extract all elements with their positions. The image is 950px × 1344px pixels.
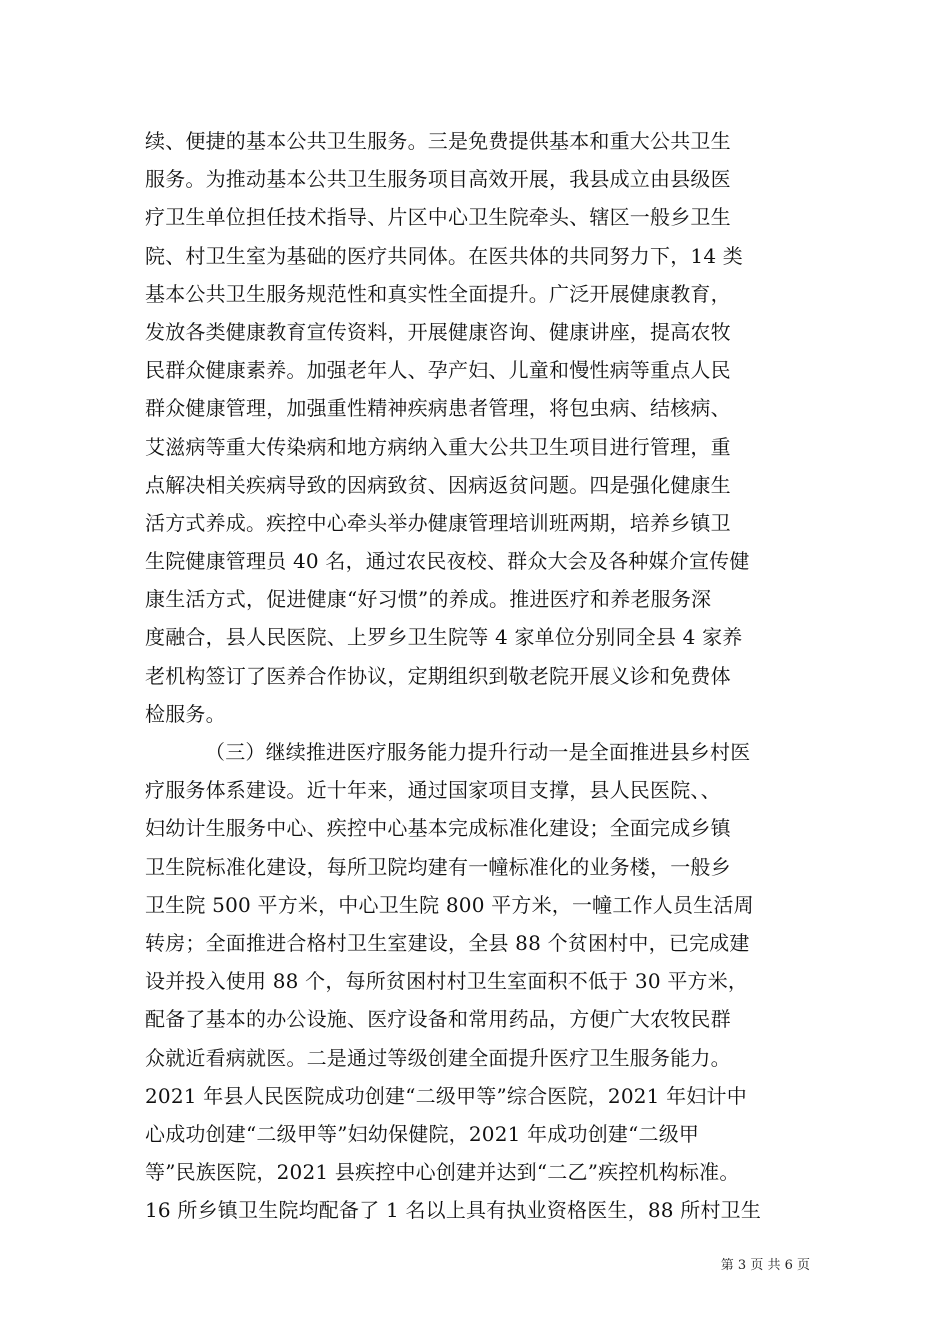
text-line: 卫生院 500 平方米，中心卫生院 800 平方米，一幢工作人员生活周 xyxy=(145,892,754,917)
body-text xyxy=(145,122,810,1229)
text-line: 疗卫生单位担任技术指导、片区中心卫生院牵头、辖区一般乡卫生 xyxy=(145,205,731,230)
text-line: 心成功创建“二级甲等”妇幼保健院，2021 年成功创建“二级甲 xyxy=(145,1121,700,1146)
text-line: 疗服务体系建设。近十年来，通过国家项目支撑，县人民医院、、 xyxy=(145,778,721,803)
page-number: 第 3 页 共 6 页 xyxy=(720,1258,810,1273)
text-line: 检服务。 xyxy=(145,701,226,726)
text-line: 配备了基本的办公设施、医疗设备和常用药品，方便广大农牧民群 xyxy=(145,1007,731,1032)
text-line: 群众健康管理，加强重性精神疾病患者管理，将包虫病、结核病、 xyxy=(145,396,731,421)
text-line: 老机构签订了医养合作协议，定期组织到敬老院开展义诊和免费体 xyxy=(145,663,731,688)
text-line: 设并投入使用 88 个，每所贫困村村卫生室面积不低于 30 平方米， xyxy=(145,969,749,994)
text-line: 卫生院标准化建设，每所卫院均建有一幢标准化的业务楼，一般乡 xyxy=(145,854,731,879)
text-line: 续、便捷的基本公共卫生服务。三是免费提供基本和重大公共卫生 xyxy=(145,129,731,153)
text-line: 发放各类健康教育宣传资料，开展健康咨询、健康讲座，提高农牧 xyxy=(145,319,731,344)
text-line: 16 所乡镇卫生院均配备了 1 名以上具有执业资格医生，88 所村卫生 xyxy=(145,1198,762,1223)
text-line: 院、村卫生室为基础的医疗共同体。在医共体的共同努力下，14 类 xyxy=(145,243,744,268)
text-line: 康生活方式，促进健康“好习惯”的养成。推进医疗和养老服务深 xyxy=(145,587,712,612)
text-line: 转房；全面推进合格村卫生室建设，全县 88 个贫困村中，已完成建 xyxy=(145,930,750,955)
text-line: 生院健康管理员 40 名，通过农民夜校、群众大会及各种媒介宣传健 xyxy=(145,549,750,574)
text-line: 民群众健康素养。加强老年人、孕产妇、儿童和慢性病等重点人民 xyxy=(145,358,731,383)
section-heading-line: （三）继续推进医疗服务能力提升行动一是全面推进县乡村医 xyxy=(205,740,751,764)
text-line: 2021 年县人民医院成功创建“二级甲等”综合医院，2021 年妇计中 xyxy=(145,1083,747,1108)
text-line: 度融合，县人民医院、上罗乡卫生院等 4 家单位分别同全县 4 家养 xyxy=(145,625,743,650)
text-line: 众就近看病就医。二是通过等级创建全面提升医疗卫生服务能力。 xyxy=(145,1045,731,1070)
text-line: 妇幼计生服务中心、疾控中心基本完成标准化建设；全面完成乡镇 xyxy=(145,816,731,841)
text-line: 活方式养成。疾控中心牵头举办健康管理培训班两期，培养乡镇卫 xyxy=(145,510,731,535)
text-line: 等”民族医院，2021 县疾控中心创建并达到“二乙”疾控机构标准。 xyxy=(145,1160,740,1185)
text-line: 服务。为推动基本公共卫生服务项目高效开展，我县成立由县级医 xyxy=(145,167,731,192)
text-line: 艾滋病等重大传染病和地方病纳入重大公共卫生项目进行管理，重 xyxy=(145,434,731,459)
text-line: 点解决相关疾病导致的因病致贫、因病返贫问题。四是强化健康生 xyxy=(145,472,731,497)
text-line: 基本公共卫生服务规范性和真实性全面提升。广泛开展健康教育， xyxy=(145,281,731,306)
